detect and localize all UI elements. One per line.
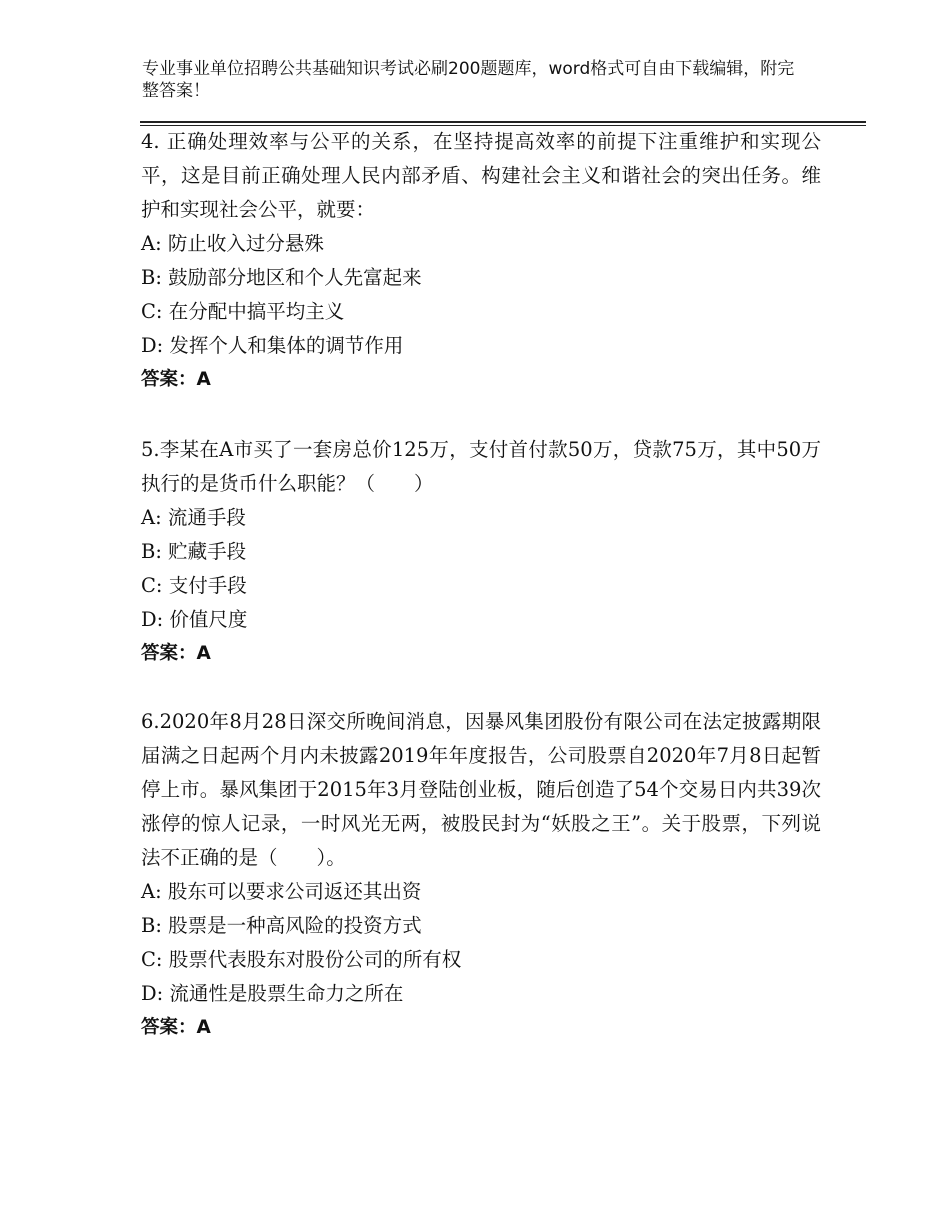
option-a: A: 流通手段 <box>141 506 246 529</box>
question-stem: 4. 正确处理效率与公平的关系，在坚持提高效率的前提下注重维护和实现公平，这是目前正确处理人民内部矛盾、构建社会主义和谐社会的突出任务。维护和实现社会公平，就要： <box>141 130 821 221</box>
answer: 答案：A <box>141 369 211 390</box>
option-d: D: 价值尺度 <box>141 608 248 631</box>
option-c: C: 在分配中搞平均主义 <box>141 300 345 323</box>
question-6 <box>141 705 821 1045</box>
option-a: A: 防止收入过分悬殊 <box>141 232 324 255</box>
option-a: A: 股东可以要求公司返还其出资 <box>141 880 422 903</box>
header-rule-thick <box>140 121 866 123</box>
option-b: B: 鼓励部分地区和个人先富起来 <box>141 266 422 289</box>
question-4 <box>141 125 821 397</box>
option-d: D: 发挥个人和集体的调节作用 <box>141 334 404 357</box>
answer: 答案：A <box>141 643 211 664</box>
option-b: B: 贮藏手段 <box>141 540 247 563</box>
option-c: C: 支付手段 <box>141 574 247 597</box>
question-stem: 5.李某在A市买了一套房总价125万，支付首付款50万，贷款75万，其中50万执行的是货币什么职能？（ ） <box>141 438 821 495</box>
document-header: 专业事业单位招聘公共基础知识考试必刷200题题库，word格式可自由下载编辑，附完整答案！ <box>142 59 795 101</box>
question-5 <box>141 433 821 671</box>
question-stem: 6.2020年8月28日深交所晚间消息，因暴风集团股份有限公司在法定披露期限届满之日起两个月内未披露2019年年度报告，公司股票自2020年7月8日起暂停上市。暴风集团于2015年3月登陆创业板，随后创造了54个交易日内共39次涨停的惊人记录，一时风光无两，被股民封为“妖股之王”。关于股票，下列说法不正确的是（ ）。 <box>141 710 821 869</box>
answer: 答案：A <box>141 1017 211 1038</box>
option-b: B: 股票是一种高风险的投资方式 <box>141 914 422 937</box>
option-d: D: 流通性是股票生命力之所在 <box>141 982 404 1005</box>
option-c: C: 股票代表股东对股份公司的所有权 <box>141 948 462 971</box>
